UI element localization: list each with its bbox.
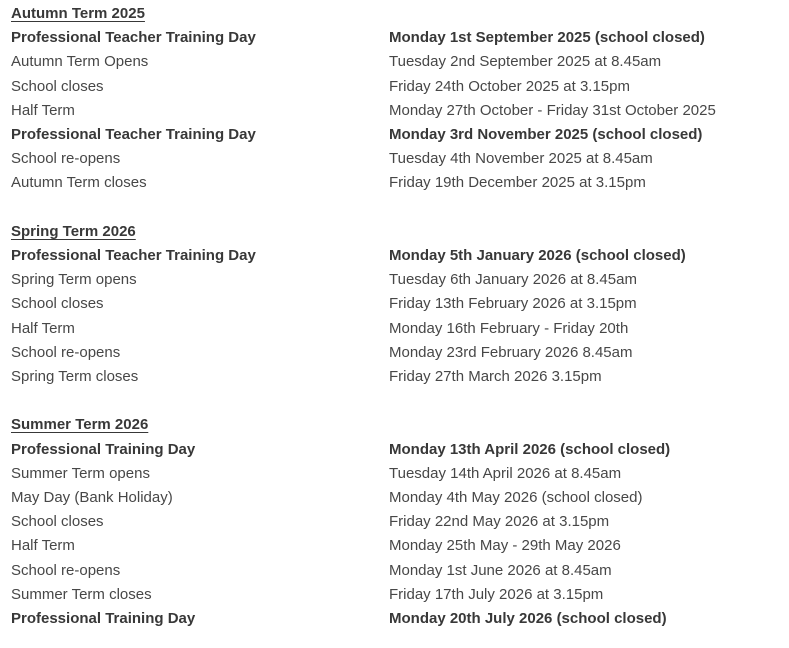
- event-label: School closes: [11, 295, 104, 313]
- event-date: Monday 1st September 2025 (school closed): [389, 29, 705, 47]
- event-date: Monday 25th May - 29th May 2026: [389, 537, 621, 555]
- term-row: [11, 26, 789, 50]
- event-label: Spring Term closes: [11, 368, 139, 386]
- term-row: [11, 438, 789, 462]
- term-row: [11, 534, 789, 558]
- term-row: [11, 341, 789, 365]
- term-row: [11, 50, 789, 74]
- event-date: Friday 17th July 2026 at 3.15pm: [389, 585, 604, 603]
- event-date: Monday 23rd February 2026 8.45am: [389, 343, 633, 361]
- term-row: [11, 147, 789, 171]
- term-row: [11, 559, 789, 583]
- event-date: Monday 13th April 2026 (school closed): [389, 440, 671, 458]
- term-row: [11, 365, 789, 389]
- event-date: Monday 20th July 2026 (school closed): [389, 610, 667, 628]
- term-section: [11, 2, 789, 196]
- term-row: [11, 607, 789, 631]
- event-label: School re-opens: [11, 561, 121, 579]
- term-row: [11, 75, 789, 99]
- event-date: Monday 5th January 2026 (school closed): [389, 247, 686, 265]
- event-label: Autumn Term Opens: [11, 53, 149, 71]
- section-title: Spring Term 2026: [11, 222, 136, 240]
- event-date: Friday 13th February 2026 at 3.15pm: [389, 295, 637, 313]
- section-rows: [11, 244, 789, 389]
- term-row: [11, 268, 789, 292]
- event-label: Professional Teacher Training Day: [11, 29, 256, 47]
- section-title: Autumn Term 2025: [11, 5, 145, 22]
- event-label: Professional Teacher Training Day: [11, 247, 256, 265]
- event-label: Half Term: [11, 101, 75, 119]
- event-label: Half Term: [11, 319, 75, 337]
- event-label: Professional Training Day: [11, 440, 196, 458]
- term-row: [11, 583, 789, 607]
- event-label: Summer Term closes: [11, 585, 152, 603]
- event-date: Monday 4th May 2026 (school closed): [389, 489, 643, 507]
- event-label: Half Term: [11, 537, 75, 555]
- term-row: [11, 317, 789, 341]
- section-title: Summer Term 2026: [11, 416, 149, 434]
- event-label: Professional Training Day: [11, 610, 196, 628]
- event-label: May Day (Bank Holiday): [11, 489, 173, 507]
- event-date: Friday 22nd May 2026 at 3.15pm: [389, 513, 610, 531]
- term-row: [11, 462, 789, 486]
- event-date: Tuesday 4th November 2025 at 8.45am: [389, 150, 653, 168]
- event-date: Friday 24th October 2025 at 3.15pm: [389, 77, 630, 95]
- event-label: School re-opens: [11, 150, 121, 168]
- event-date: Tuesday 6th January 2026 at 8.45am: [389, 271, 637, 289]
- term-row: [11, 244, 789, 268]
- term-row: [11, 486, 789, 510]
- term-section: [11, 220, 789, 389]
- term-row: [11, 99, 789, 123]
- event-date: Monday 1st June 2026 at 8.45am: [389, 561, 612, 579]
- event-date: Tuesday 14th April 2026 at 8.45am: [389, 464, 622, 482]
- term-row: [11, 292, 789, 316]
- event-label: Spring Term opens: [11, 271, 137, 289]
- event-label: Summer Term opens: [11, 464, 150, 482]
- section-rows: [11, 438, 789, 632]
- event-label: School closes: [11, 513, 104, 531]
- event-date: Tuesday 2nd September 2025 at 8.45am: [389, 53, 662, 71]
- term-row: [11, 123, 789, 147]
- section-rows: [11, 26, 789, 195]
- event-date: Monday 16th February - Friday 20th: [389, 319, 629, 337]
- event-label: Autumn Term closes: [11, 174, 147, 192]
- term-row: [11, 171, 789, 195]
- event-date: Monday 3rd November 2025 (school closed): [389, 126, 703, 144]
- event-label: School re-opens: [11, 343, 121, 361]
- event-date: Friday 27th March 2026 3.15pm: [389, 368, 602, 386]
- event-date: Monday 27th October - Friday 31st October 2025: [389, 101, 716, 119]
- event-label: School closes: [11, 77, 104, 95]
- term-section: [11, 413, 789, 631]
- term-row: [11, 510, 789, 534]
- event-date: Friday 19th December 2025 at 3.15pm: [389, 174, 646, 192]
- event-label: Professional Teacher Training Day: [11, 126, 256, 144]
